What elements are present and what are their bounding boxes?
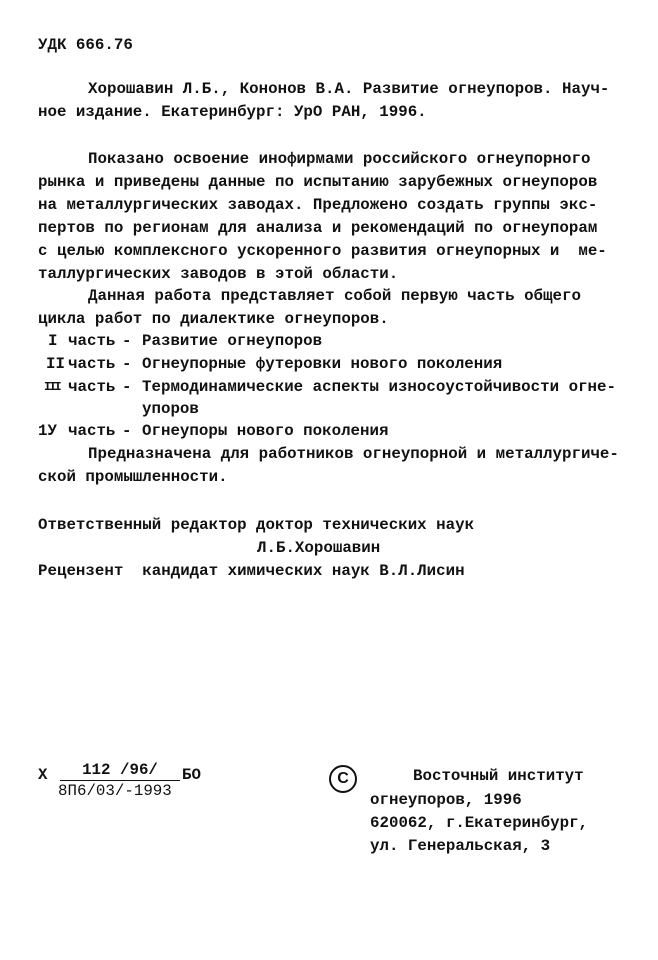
part-number: I xyxy=(48,332,58,350)
part-item xyxy=(48,330,57,352)
series-intro-line: цикла работ по диалектике огнеупоров. xyxy=(38,310,389,328)
abstract-line: с целью комплексного ускоренного развития огнеупорных и ме- xyxy=(38,242,607,260)
audience-line: ской промышленности. xyxy=(38,468,228,486)
index-prefix: Х xyxy=(38,766,48,784)
part-dash: - xyxy=(122,355,132,373)
udk-code: УДК 666.76 xyxy=(38,36,133,54)
index-code xyxy=(38,760,201,804)
part-title: Термодинамические аспекты износоустойчивости огне- xyxy=(142,378,616,396)
part-label: часть xyxy=(68,355,116,373)
part-number: III xyxy=(44,380,60,394)
part-dash: - xyxy=(122,332,132,350)
copyright-line: огнеупоров, 1996 xyxy=(370,791,522,809)
part-dash: - xyxy=(122,378,132,396)
abstract-line: таллургических заводов в этой области. xyxy=(38,265,399,283)
citation-line: ное издание. Екатеринбург: УрО РАН, 1996. xyxy=(38,103,427,121)
copyright-line: ул. Генеральская, 3 xyxy=(370,837,551,855)
part-label: часть xyxy=(68,422,116,440)
part-dash: - xyxy=(122,422,132,440)
copyright-line: 620062, г.Екатеринбург, xyxy=(370,814,589,832)
part-title: Огнеупоры нового поколения xyxy=(142,422,389,440)
editor-name: Л.Б.Хорошавин xyxy=(257,539,381,557)
index-numerator: 112 /96/ xyxy=(60,760,180,781)
part-label: часть xyxy=(68,332,116,350)
part-label: часть xyxy=(68,378,116,396)
abstract-line: Показано освоение инофирмами российского огнеупорного xyxy=(88,150,591,168)
index-denominator: 8П6/03/-1993 xyxy=(58,782,172,800)
copyright-icon: C xyxy=(329,765,357,793)
editor-line: Ответственный редактор доктор технических наук xyxy=(38,516,475,534)
audience-line: Предназначена для работников огнеупорной и металлургиче- xyxy=(88,445,619,463)
part-title: Огнеупорные футеровки нового поколения xyxy=(142,355,503,373)
index-suffix: БО xyxy=(182,766,201,784)
part-title-continued: упоров xyxy=(142,400,199,418)
abstract-line: пертов по регионам для анализа и рекомендаций по огнеупорам xyxy=(38,219,598,237)
reviewer-line: Рецензент кандидат химических наук В.Л.Лисин xyxy=(38,562,465,580)
copyright-line: Восточный институт xyxy=(413,767,584,785)
abstract-line: рынка и приведены данные по испытанию зарубежных огнеупоров xyxy=(38,173,598,191)
series-intro-line: Данная работа представляет собой первую часть общего xyxy=(88,287,581,305)
part-number: 1У xyxy=(38,422,57,440)
part-title: Развитие огнеупоров xyxy=(142,332,323,350)
abstract-line: на металлургических заводах. Предложено создать группы экс- xyxy=(38,196,598,214)
part-number: II xyxy=(46,355,65,373)
citation-line: Хорошавин Л.Б., Кононов В.А. Развитие огнеупоров. Науч- xyxy=(88,80,610,98)
